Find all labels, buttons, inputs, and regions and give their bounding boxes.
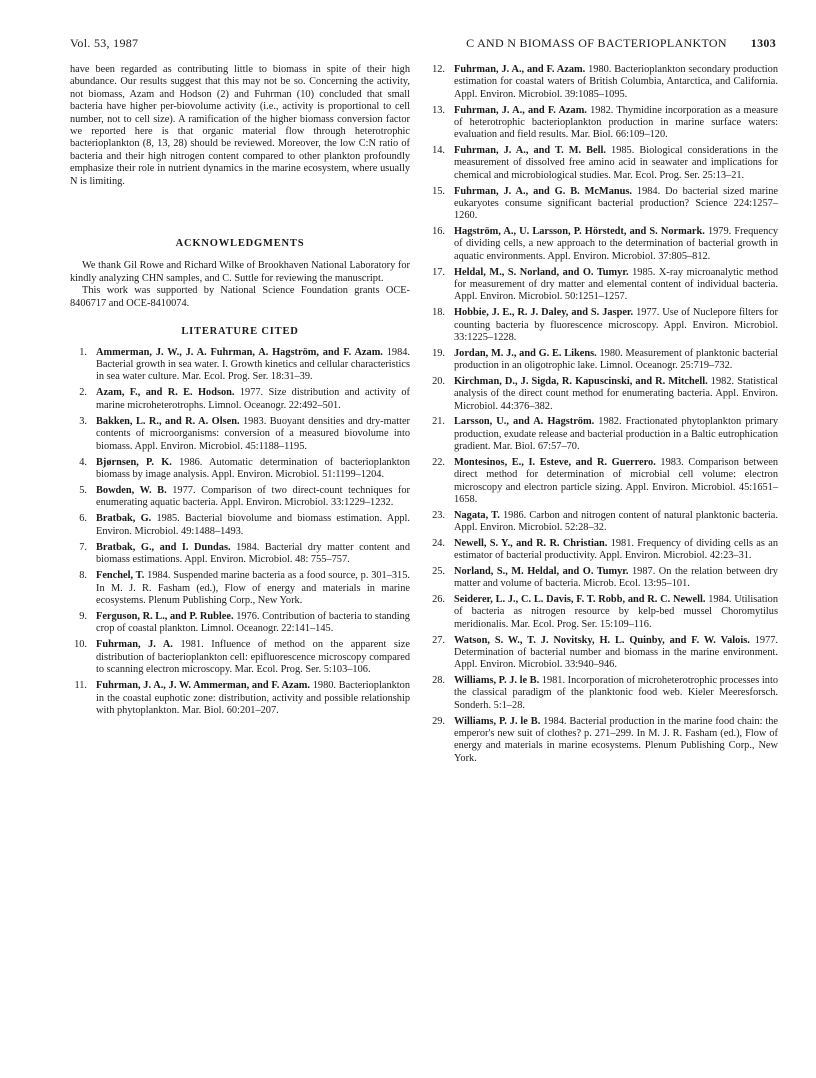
reference-details: 1979. Frequency of dividing cells, a new approach to the determination of bacterial growth in aquatic environments. Appl. Environ. Microbiol. 37:805–812. [454, 226, 779, 262]
reference-item [70, 542, 410, 567]
reference-item [70, 457, 410, 482]
reference-number: 24. [432, 537, 445, 549]
reference-details: 1976. Contribution of bacteria to standing crop of coastal plankton. Limnol. Oceanogr. 22:141–145. [96, 610, 410, 635]
page-number: 1303 [750, 36, 776, 50]
reference-details: 1981. Frequency of dividing cells as an estimator of bacterial productivity. Appl. Environ. Microbiol. 42:23–31. [454, 537, 778, 562]
reference-details: 1977. Use of Nuclepore filters for counting bacteria by fluorescence microscopy. Appl. Environ. Microbiol. 33:1225–1228. [454, 307, 778, 343]
reference-number: 10. [74, 639, 87, 651]
reference-number: 9. [79, 610, 87, 622]
reference-authors: Fuhrman, J. A., and G. B. McManus. [454, 185, 632, 197]
reference-number: 17. [432, 266, 445, 278]
reference-item [70, 347, 410, 384]
reference-item [428, 416, 778, 453]
left-column [70, 64, 410, 721]
reference-number: 21. [432, 416, 445, 428]
reference-details: 1986. Automatic determination of bacterioplankton biomass by image analysis. Appl. Environ. Microbiol. 51:1199–1204. [96, 456, 410, 480]
literature-cited-heading: LITERATURE CITED [181, 326, 299, 338]
reference-number: 6. [79, 513, 87, 525]
reference-item [428, 186, 778, 223]
reference-details: 1977. Determination of bacterial number and biomass in the marine environment. Appl. Environ. Microbiol. 33:940–946. [454, 634, 779, 671]
reference-number: 20. [432, 375, 445, 387]
reference-item [428, 675, 778, 712]
reference-item [70, 387, 410, 412]
reference-number: 8. [79, 570, 87, 582]
reference-authors: Fuhrman, J. A. [96, 639, 173, 651]
reference-number: 26. [432, 594, 445, 605]
reference-details: 1984. Utilisation of bacteria as nitrogen resource by kelp-bed mussel Choromytilus meridionalis. Mar. Ecol. Prog. Ser. 15:109–116. [454, 594, 778, 630]
reference-details: 1977. Size distribution and activity of marine microheterotrophs. Limnol. Oceanogr. 22:492–501. [96, 387, 410, 411]
reference-number: 22. [432, 456, 445, 468]
reference-number: 13. [432, 104, 445, 116]
reference-number: 1. [79, 346, 87, 358]
reference-item [70, 513, 410, 538]
reference-number: 2. [79, 387, 87, 399]
reference-item [70, 611, 410, 636]
reference-authors: Ferguson, R. L., and P. Rublee. [96, 610, 234, 622]
reference-authors: Larsson, U., and A. Hagström. [454, 416, 595, 428]
reference-details: 1983. Comparison between direct method for determination of microbial cell volume: electron microscopy and electron particle sizing. Appl. Environ. Microbiol. 45:1651–1658. [454, 456, 778, 505]
reference-item [428, 376, 778, 413]
reference-item [70, 639, 410, 676]
reference-item [70, 570, 410, 607]
reference-list-right [428, 64, 778, 765]
reference-details: 1982. Fractionated phytoplankton primary production, exudate release and bacterial production in a Baltic eutrophication gradient. Mar. Biol. 67:57–70. [454, 416, 778, 453]
reference-item [428, 307, 778, 344]
reference-authors: Hagström, A., U. Larsson, P. Hörstedt, and S. Normark. [454, 226, 705, 238]
reference-authors: Fuhrman, J. A., J. W. Ammerman, and F. Azam. [96, 680, 310, 692]
reference-details: 1984. Do bacterial sized marine eukaryotes consume significant bacterial production? Science 224:1257–1260. [454, 185, 779, 222]
reference-item [428, 457, 778, 507]
reference-details: 1984. Bacterial growth in sea water. I. Growth kinetics and cellular characteristics in sea water culture. Mar. Ecol. Prog. Ser. 18:31–39. [96, 346, 410, 383]
reference-authors: Fuhrman, J. A., and T. M. Bell. [454, 145, 606, 157]
reference-item [428, 566, 778, 591]
reference-number: 23. [432, 509, 445, 521]
reference-authors: Azam, F., and R. E. Hodson. [96, 387, 235, 399]
reference-authors: Bowden, W. B. [96, 484, 167, 496]
reference-item [428, 226, 778, 263]
reference-details: 1981. Incorporation of microheterotrophic processes into the classical paradigm of the planktonic food web. Kieler Meeresforsch. Sonderh. 5:1–28. [454, 675, 778, 711]
reference-authors: Montesinos, E., I. Esteve, and R. Guerrero. [454, 456, 656, 468]
reference-number: 18. [432, 307, 445, 319]
reference-item [428, 510, 778, 535]
acknowledgments-text: We thank Gil Rowe and Richard Wilke of Brookhaven National Laboratory for kindly analyzing CHN samples, and C. Suttle for reviewing the manuscript. [70, 260, 410, 284]
reference-details: 1980. Measurement of planktonic bacterial production in an oligotrophic lake. Limnol. Oceanogr. 25:719–732. [454, 347, 778, 372]
reference-number: 16. [432, 226, 445, 238]
reference-authors: Fuhrman, J. A., and F. Azam. [454, 104, 587, 116]
reference-details: 1985. X-ray microanalytic method for measurement of dry matter and elemental content of individual bacteria. Appl. Environ. Microbiol. 50:1251–1257. [454, 266, 778, 303]
reference-authors: Bratbak, G. [96, 513, 152, 525]
reference-authors: Heldal, M., S. Norland, and O. Tumyr. [454, 266, 629, 278]
reference-details: 1980. Bacterioplankton in the coastal euphotic zone: distribution, activity and possible relationship with phytoplankton. Mar. Biol. 60:201–207. [96, 680, 411, 716]
reference-details: 1986. Carbon and nitrogen content of natural planktonic bacteria. Appl. Environ. Microbiol. 52:28–32. [454, 509, 778, 534]
reference-authors: Bakken, L. R., and R. A. Olsen. [96, 415, 240, 427]
reference-authors: Hobbie, J. E., R. J. Daley, and S. Jasper. [454, 307, 634, 319]
reference-authors: Newell, S. Y., and R. R. Christian. [454, 537, 608, 549]
reference-item [70, 485, 410, 510]
reference-item [428, 594, 778, 631]
reference-number: 12. [432, 64, 445, 75]
reference-authors: Fenchel, T. [96, 570, 145, 582]
reference-authors: Norland, S., M. Heldal, and O. Tumyr. [454, 565, 629, 577]
acknowledgments-heading: ACKNOWLEDGMENTS [175, 238, 305, 250]
reference-number: 15. [432, 185, 445, 197]
reference-number: 4. [79, 456, 87, 468]
reference-details: 1985. Biological considerations in the measurement of dissolved free amino acid in seawater and implications for chemical and microbiological studies. Mar. Ecol. Prog. Ser. 25:13–21. [454, 145, 778, 181]
reference-details: 1982. Statistical analysis of the direct count method for enumerating bacteria. Appl. Environ. Microbiol. 44:376–382. [454, 375, 778, 412]
right-column [428, 64, 778, 768]
reference-number: 7. [79, 541, 87, 553]
running-header [466, 36, 776, 51]
reference-item [428, 716, 778, 766]
reference-details: 1987. On the relation between dry matter and volume of bacteria. Microb. Ecol. 13:95–101. [454, 565, 778, 590]
reference-details: 1985. Bacterial biovolume and biomass estimation. Appl. Environ. Microbiol. 49:1488–1493. [96, 513, 410, 537]
reference-details: 1984. Bacterial dry matter content and biomass estimations. Appl. Environ. Microbiol. 48: 755–757. [96, 541, 410, 566]
reference-authors: Kirchman, D., J. Sigda, R. Kapuscinski, and R. Mitchell. [454, 375, 708, 387]
journal-volume: Vol. 53, 1987 [70, 36, 139, 50]
reference-number: 3. [79, 415, 87, 427]
running-title: C AND N BIOMASS OF BACTERIOPLANKTON [466, 36, 727, 50]
body-paragraph: have been regarded as contributing little to biomass in spite of their high abundance. Our results suggest that this may not be so. Concerning the activity, not biomass, Azam and Hodson (2) and Fuhrman (10) concluded that small bacteria have higher per-biovolume activity (i.e., activity is proportional to cell number, not to cell size). A ramification of the higher biomass conversion factor we reported here is that organic material flow through heterotrophic bacterioplankton (8, 13, 28) should be reviewed. Moreover, the low C:N ratio of bacteria and their high nitrogen content compared to other plankton profoundly emphasize their role in nutrient dynamics in the marine ecosystem, where usually N is limiting. [70, 64, 410, 187]
reference-authors: Bjørnsen, P. K. [96, 456, 172, 468]
reference-number: 28. [432, 675, 445, 687]
reference-authors: Fuhrman, J. A., and F. Azam. [454, 64, 586, 75]
reference-item [428, 267, 778, 304]
reference-item [428, 538, 778, 563]
reference-number: 27. [432, 634, 445, 646]
reference-authors: Ammerman, J. W., J. A. Fuhrman, A. Hagström, and F. Azam. [96, 346, 383, 358]
reference-authors: Jordan, M. J., and G. E. Likens. [454, 347, 597, 359]
reference-number: 25. [432, 565, 445, 577]
reference-item [70, 416, 410, 453]
reference-number: 29. [432, 715, 445, 727]
reference-authors: Watson, S. W., T. J. Novitsky, H. L. Quinby, and F. W. Valois. [454, 634, 750, 646]
reference-details: 1977. Comparison of two direct-count techniques for enumerating aquatic bacteria. Appl. Environ. Microbiol. 33:1229–1232. [96, 484, 410, 509]
reference-details: 1982. Thymidine incorporation as a measure of heterotrophic bacterioplankton production in marine surface waters: evaluation and field results. Mar. Biol. 66:109–120. [454, 104, 779, 141]
reference-details: 1984. Suspended marine bacteria as a food source, p. 301–315. In M. J. R. Fasham (ed.), Flow of energy and materials in marine ecosystems. Plenum Publishing Corp., New York. [96, 570, 410, 606]
reference-details: 1981. Influence of method on the apparent size distribution of bacterioplankton cell: epifluorescence microscopy compared to scanning electron microscopy. Mar. Ecol. Prog. Ser. 5:103–106. [96, 639, 410, 676]
reference-details: 1980. Bacterioplankton secondary production estimation for coastal waters of British Columbia, Antarctica, and California. Appl. Environ. Microbiol. 39:1085–1095. [454, 64, 778, 100]
reference-number: 14. [432, 145, 445, 157]
reference-authors: Williams, P. J. le B. [454, 715, 541, 727]
reference-authors: Williams, P. J. le B. [454, 675, 540, 687]
reference-item [428, 64, 778, 101]
reference-item [428, 105, 778, 142]
reference-item [428, 635, 778, 672]
reference-details: 1983. Buoyant densities and dry-matter contents of microorganisms: conversion of a measured biovolume into biomass. Appl. Environ. Microbiol. 45:1188–1195. [96, 415, 410, 452]
reference-number: 19. [432, 347, 445, 359]
reference-list-left [70, 347, 410, 718]
reference-number: 11. [74, 680, 87, 692]
funding-text: This work was supported by National Science Foundation grants OCE-8406717 and OCE-8410074. [70, 285, 410, 309]
reference-item [70, 680, 410, 717]
reference-item [428, 348, 778, 373]
reference-item [428, 145, 778, 182]
reference-authors: Bratbak, G., and I. Dundas. [96, 541, 231, 553]
reference-number: 5. [79, 484, 87, 496]
reference-authors: Nagata, T. [454, 509, 500, 521]
reference-authors: Seiderer, L. J., C. L. Davis, F. T. Robb, and R. C. Newell. [454, 594, 706, 605]
reference-details: 1984. Bacterial production in the marine food chain: the emperor's new suit of clothes? p. 271–299. In M. J. R. Fasham (ed.), Flow of energy and materials in marine ecosystems. Plenum Publishing Corp., New York. [454, 715, 778, 764]
